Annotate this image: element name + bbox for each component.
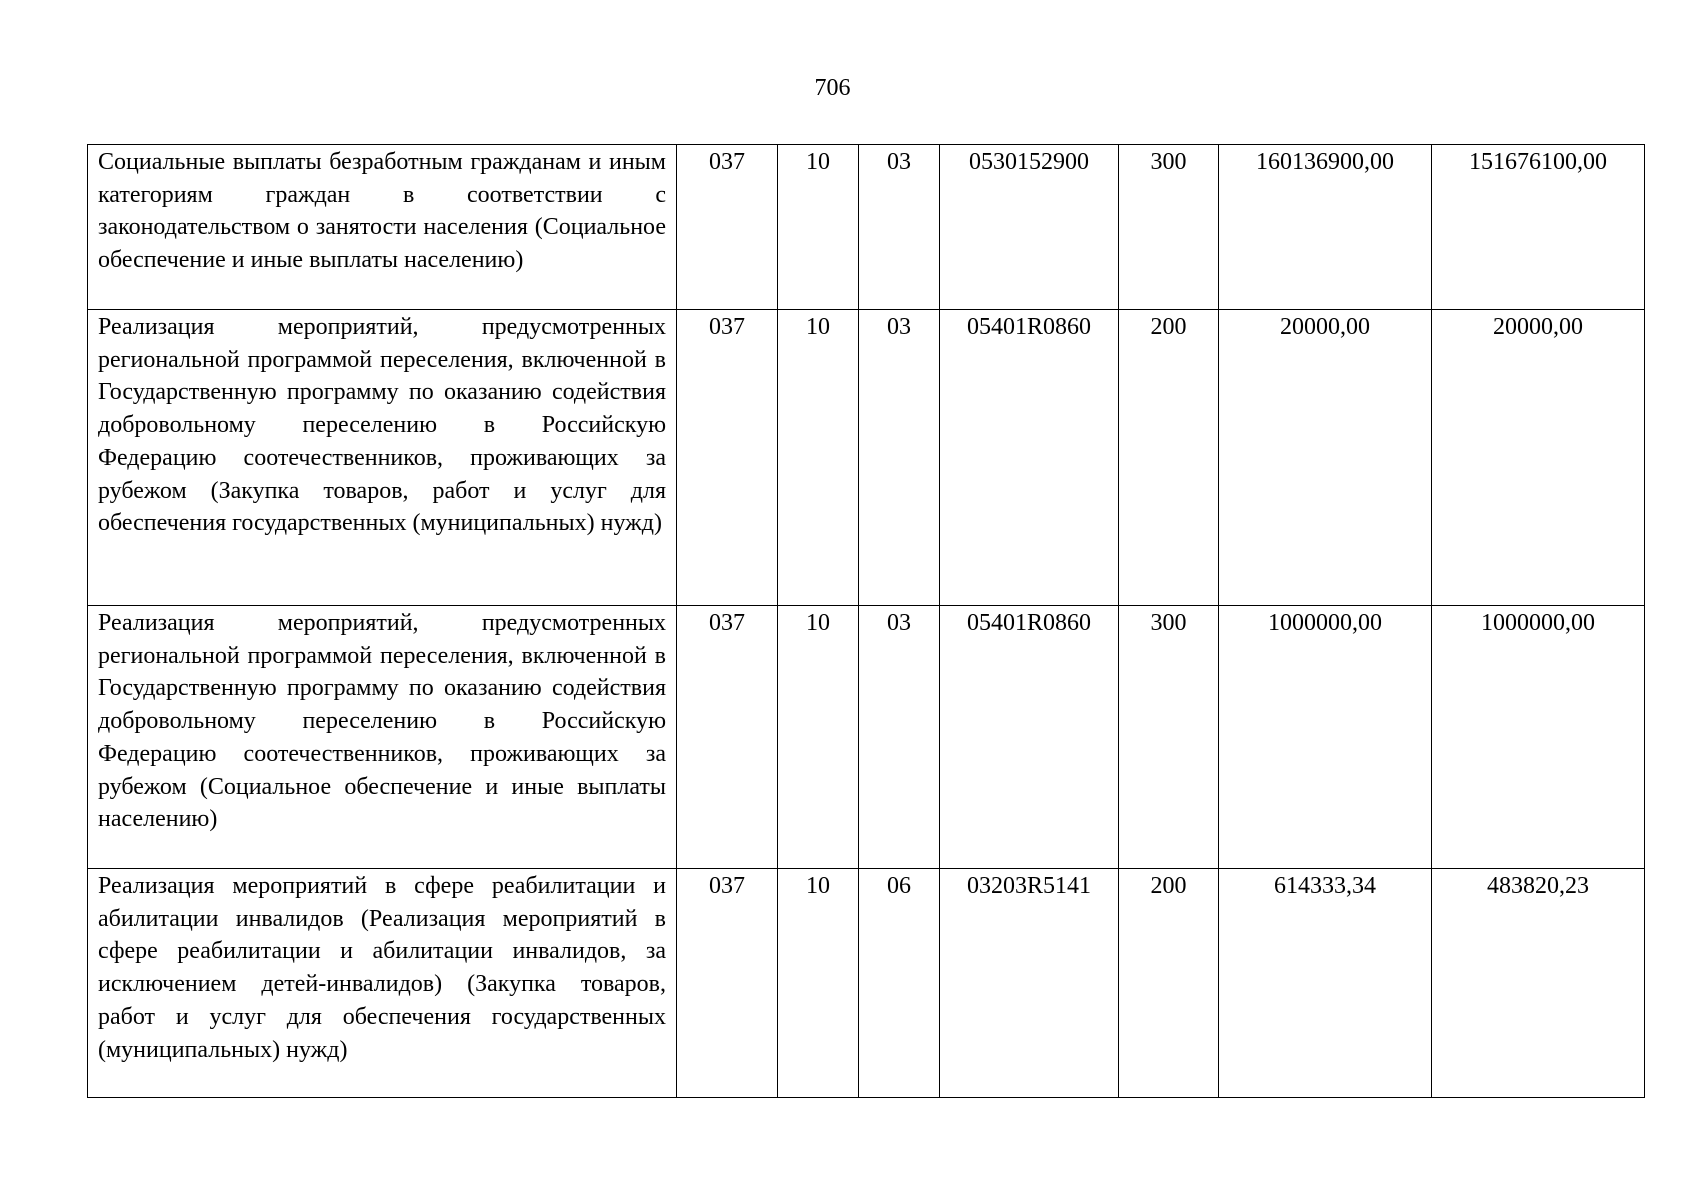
subsection-code: 03 <box>859 310 940 606</box>
amount-year-1: 160136900,00 <box>1219 145 1432 310</box>
subsection-code: 03 <box>859 606 940 869</box>
row-description: Реализация мероприятий в сфере реабилитации и абилитации инвалидов (Реализация мероприятий в сфере реабилитации и абилитации инвалидов, за исключением детей-инвалидов) (Закупка товаров, работ и услуг для обеспечения государственных (муниципальных) нужд) <box>88 869 677 1098</box>
section-code: 10 <box>778 145 859 310</box>
page-number: 706 <box>814 75 851 101</box>
amount-year-2: 1000000,00 <box>1432 606 1645 869</box>
amount-year-2: 483820,23 <box>1432 869 1645 1098</box>
expense-type-code: 300 <box>1119 606 1219 869</box>
table-row <box>88 606 1645 869</box>
amount-year-1: 20000,00 <box>1219 310 1432 606</box>
subsection-code: 03 <box>859 145 940 310</box>
grbs-code: 037 <box>677 869 778 1098</box>
row-description: Реализация мероприятий, предусмотренных региональной программой переселения, включенной в Государственную программу по оказанию содействия добровольному переселению в Российскую Федерацию соотечественников, проживающих за рубежом (Закупка товаров, работ и услуг для обеспечения государственных (муниципальных) нужд) <box>88 310 677 606</box>
amount-year-1: 614333,34 <box>1219 869 1432 1098</box>
row-description: Реализация мероприятий, предусмотренных региональной программой переселения, включенной в Государственную программу по оказанию содействия добровольному переселению в Российскую Федерацию соотечественников, проживающих за рубежом (Социальное обеспечение и иные выплаты населению) <box>88 606 677 869</box>
expense-type-code: 200 <box>1119 310 1219 606</box>
amount-year-1: 1000000,00 <box>1219 606 1432 869</box>
budget-table <box>87 144 1645 1098</box>
target-article-code: 05401R0860 <box>940 310 1119 606</box>
row-description: Социальные выплаты безработным гражданам и иным категориям граждан в соответствии с законодательством о занятости населения (Социальное обеспечение и иные выплаты населению) <box>88 145 677 310</box>
section-code: 10 <box>778 606 859 869</box>
subsection-code: 06 <box>859 869 940 1098</box>
grbs-code: 037 <box>677 145 778 310</box>
expense-type-code: 200 <box>1119 869 1219 1098</box>
expense-type-code: 300 <box>1119 145 1219 310</box>
amount-year-2: 20000,00 <box>1432 310 1645 606</box>
grbs-code: 037 <box>677 310 778 606</box>
section-code: 10 <box>778 869 859 1098</box>
target-article-code: 0530152900 <box>940 145 1119 310</box>
amount-year-2: 151676100,00 <box>1432 145 1645 310</box>
section-code: 10 <box>778 310 859 606</box>
target-article-code: 03203R5141 <box>940 869 1119 1098</box>
table-row <box>88 145 1645 310</box>
table-row <box>88 869 1645 1098</box>
table-row <box>88 310 1645 606</box>
target-article-code: 05401R0860 <box>940 606 1119 869</box>
grbs-code: 037 <box>677 606 778 869</box>
